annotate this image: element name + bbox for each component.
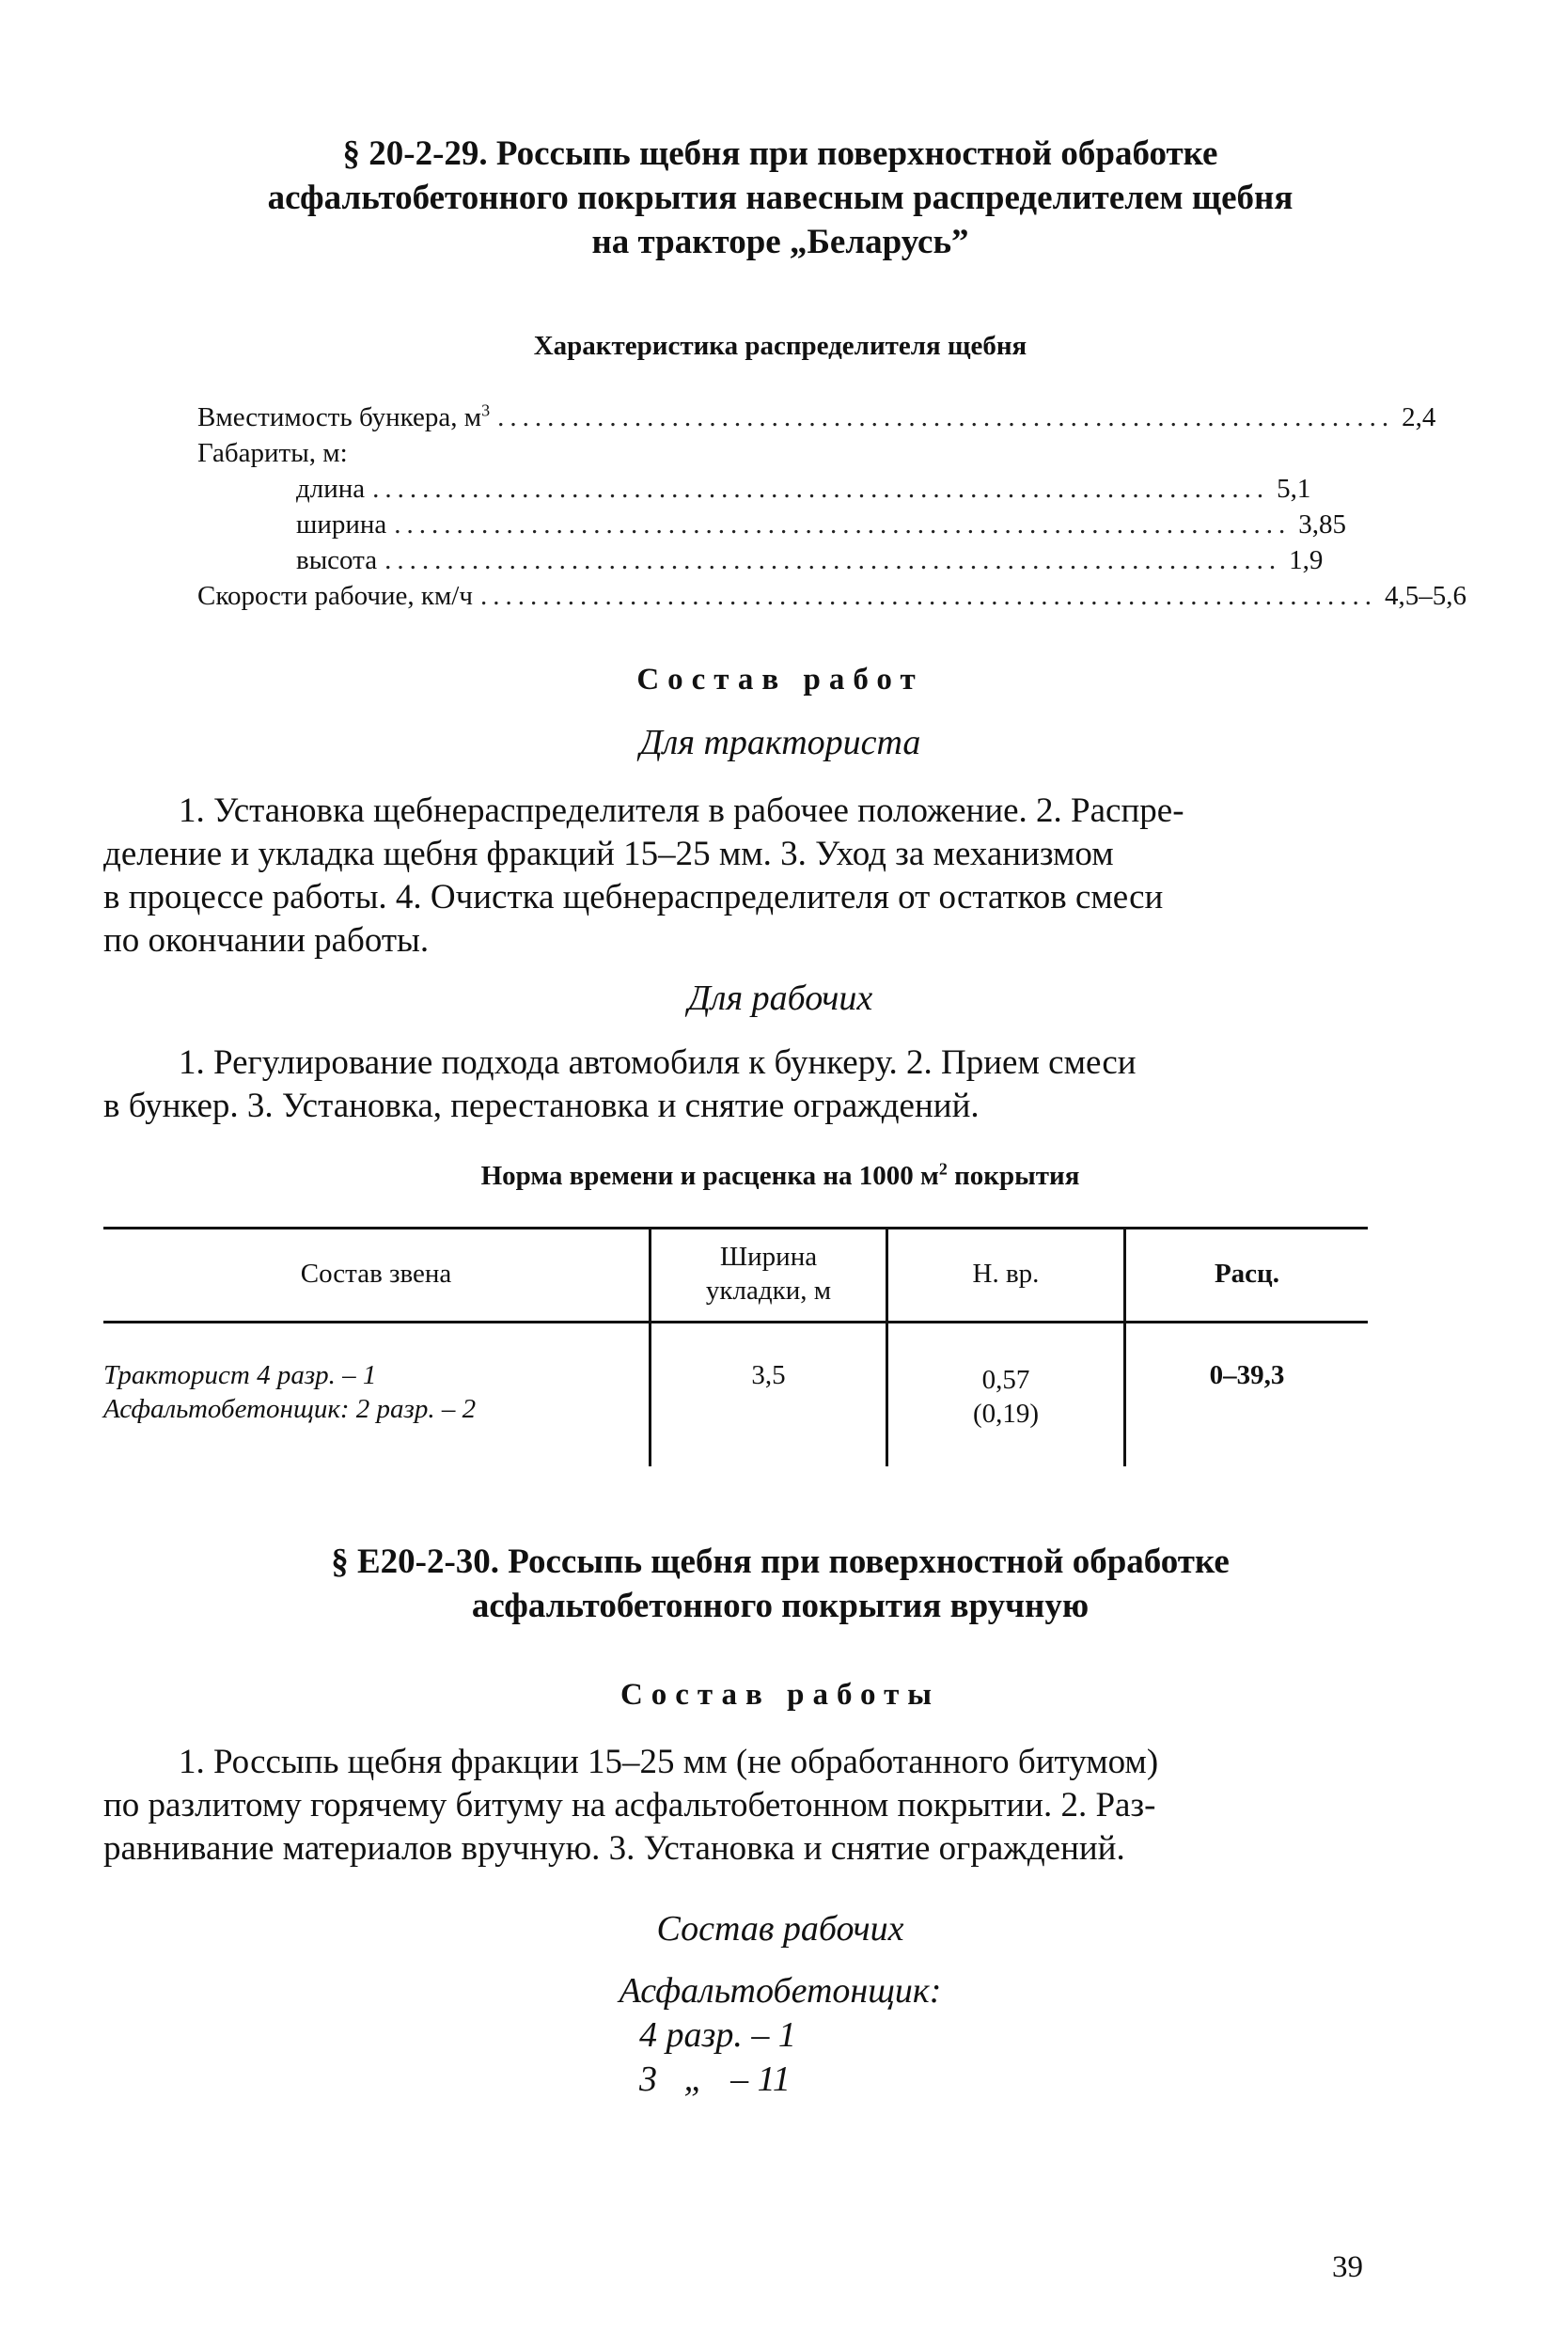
- crew-heading: Состав рабочих: [656, 1909, 904, 1949]
- header-rate: Расц.: [1214, 1259, 1280, 1289]
- leader-dots: ........................................................................: [497, 402, 1395, 432]
- title-line: асфальтобетонного покрытия вручную: [471, 1587, 1090, 1625]
- norm-heading-exponent: 2: [938, 1159, 948, 1179]
- work-heading: Состав работ: [636, 663, 924, 697]
- workers-heading: Для рабочих: [687, 979, 873, 1018]
- row-width: 3,5: [751, 1360, 786, 1390]
- text-line: равнивание материалов вручную. 3. Установка и снятие ограждений.: [103, 1829, 1125, 1868]
- header-time: Н. вр.: [972, 1259, 1040, 1289]
- time-line: 0,57: [981, 1365, 1030, 1395]
- row-time: [888, 1363, 1123, 1431]
- spec-label: Скорости рабочие, км/ч: [197, 581, 473, 611]
- leader-dots: ........................................................................: [394, 509, 1292, 540]
- page-number: 39: [1332, 2250, 1363, 2284]
- norm-heading: [103, 1161, 1457, 1192]
- header-width: [651, 1240, 886, 1308]
- tractor-text: [103, 790, 1363, 963]
- text-line: по разлитому горячему битуму на асфальтобетонном покрытии. 2. Раз-: [103, 1786, 1156, 1824]
- spec-value: 4,5–5,6: [1384, 581, 1466, 611]
- norm-table: [103, 1227, 1368, 1466]
- header-width-line: Ширина: [719, 1242, 818, 1272]
- crew-grade: 4 разр. – 1: [639, 2015, 796, 2055]
- spec-row: [197, 545, 1324, 581]
- title-line: асфальтобетонного покрытия навесным распределителем щебня: [267, 179, 1294, 217]
- title-line: на тракторе „Беларусь”: [591, 223, 969, 261]
- row-crew: [103, 1358, 649, 1426]
- spec-value: 5,1: [1277, 474, 1311, 504]
- spec-label: Вместимость бункера, м: [197, 402, 482, 432]
- spec-heading: Характеристика распределителя щебня: [533, 331, 1027, 361]
- text-line: по окончании работы.: [103, 921, 430, 960]
- table-rule: [103, 1321, 1368, 1323]
- workers-text: [103, 1041, 1363, 1128]
- text-line: в процессе работы. 4. Очистка щебнераспределителя от остатков смеси: [103, 878, 1164, 916]
- spec-row: [197, 581, 1466, 617]
- text-line: деление и укладка щебня фракций 15–25 мм. 3. Уход за механизмом: [103, 835, 1114, 873]
- spec-value: 2,4: [1402, 402, 1436, 432]
- work-heading: Состав работы: [619, 1678, 941, 1712]
- spec-label: высота: [296, 545, 378, 575]
- table-rule: [103, 1227, 1368, 1229]
- title-line: § Е20-2-30. Россыпь щебня при поверхностной обработке: [331, 1543, 1230, 1581]
- leader-dots: ........................................................................: [479, 581, 1377, 611]
- spec-value: 3,85: [1298, 509, 1347, 540]
- time-line: (0,19): [972, 1399, 1040, 1429]
- norm-heading-suffix: покрытия: [947, 1161, 1080, 1191]
- spec-label: длина: [296, 474, 366, 504]
- text-line: 1. Установка щебнераспределителя в рабочее положение. 2. Распре-: [179, 791, 1184, 830]
- row-rate: 0–39,3: [1209, 1360, 1285, 1390]
- spec-label: ширина: [296, 509, 387, 540]
- spec-row: [197, 438, 1264, 474]
- norm-heading-text: Норма времени и расценка на 1000 м: [480, 1161, 939, 1191]
- crew-line: Тракторист 4 разр. – 1: [103, 1360, 377, 1390]
- leader-dots: ........................................................................: [384, 545, 1282, 575]
- title-line: § 20-2-29. Россыпь щебня при поверхностной обработке: [342, 134, 1218, 173]
- crew-line: Асфальтобетонщик: 2 разр. – 2: [103, 1394, 477, 1424]
- spec-list: [197, 400, 1466, 617]
- text-line: 1. Россыпь щебня фракции 15–25 мм (не обработанного битумом): [179, 1743, 1159, 1781]
- tractor-heading: Для тракториста: [639, 723, 921, 762]
- spec-row: [197, 509, 1347, 545]
- header-width-line: укладки, м: [705, 1276, 832, 1306]
- text-line: 1. Регулирование подхода автомобиля к бункеру. 2. Прием смеси: [179, 1043, 1137, 1082]
- leader-dots: ........................................................................: [372, 474, 1270, 504]
- spec-row: [197, 400, 1436, 438]
- crew-role: Асфальтобетонщик:: [619, 1971, 942, 2011]
- section-title: [103, 1540, 1457, 1628]
- spec-label: Габариты, м:: [197, 438, 348, 468]
- spec-value: 1,9: [1289, 545, 1324, 575]
- header-crew: Состав звена: [300, 1259, 452, 1289]
- work-text: [103, 1741, 1363, 1871]
- spec-unit-exponent: 3: [481, 400, 491, 420]
- text-line: в бункер. 3. Установка, перестановка и снятие ограждений.: [103, 1087, 980, 1125]
- spec-row: [197, 474, 1311, 509]
- section-title: [103, 132, 1457, 264]
- crew-grade: 3 „ – 11: [639, 2059, 791, 2099]
